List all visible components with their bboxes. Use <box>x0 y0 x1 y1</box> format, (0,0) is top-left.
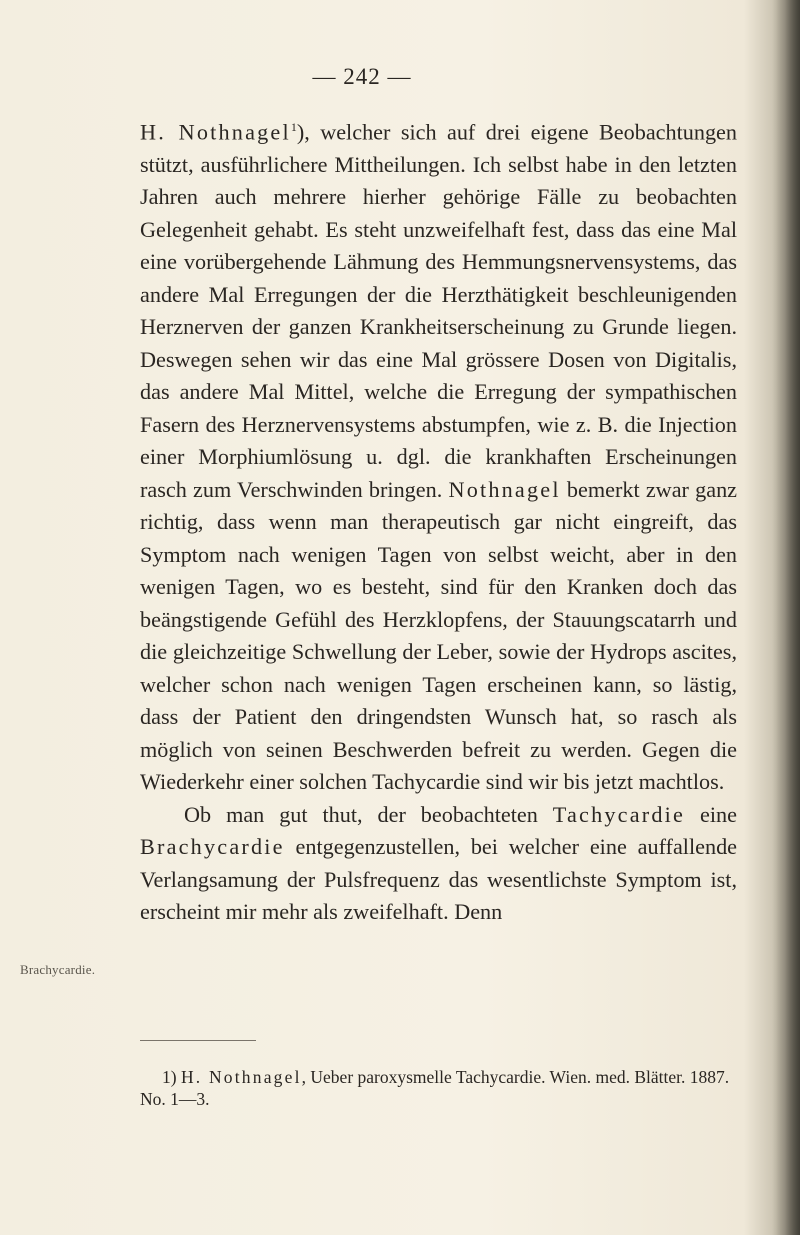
paragraph-2-middle: eine <box>700 801 737 827</box>
paragraph-1-text: ), welcher sich auf drei eigene Beobachtungen stützt, ausführlichere Mittheilungen. Ich selbst habe in den letzten Jahren auch mehrere hierher gehörige Fälle zu beobachten Gelegenheit gehabt. Es steht unzweifelhaft fest, dass das eine Mal eine vorübergehende Lähmung des Hemmungsnervensystems, das andere Mal Erregungen der die Herzthätigkeit beschleunigenden Herznerven der ganzen Krankheitserscheinung zu Grunde liegen. Deswegen sehen wir das eine Mal grössere Dosen von Digitalis, das andere Mal Mittel, welche die Erregung der sympathischen Fasern des Herznervensystems abstumpfen, wie z. B. die Injection einer Morphiumlösung u. dgl. die krankhaften Erscheinungen rasch zum Verschwinden bringen. <box>140 119 737 502</box>
paragraph-1 <box>140 111 737 799</box>
term-brachycardie: Brachycardie <box>140 834 285 860</box>
footnote-reference: 1 <box>290 120 297 134</box>
author-name-2: Nothnagel <box>448 476 561 502</box>
body-text <box>140 111 737 929</box>
footnote-number: 1) <box>162 1067 177 1087</box>
paragraph-2 <box>140 799 737 929</box>
author-name: H. Nothnagel <box>140 119 291 145</box>
page-edge-shadow <box>772 0 800 1235</box>
footnote-divider <box>140 1040 256 1041</box>
term-tachycardie: Tachycardie <box>552 801 686 827</box>
page-number: — 242 — <box>312 64 412 89</box>
paragraph-1-text-2: bemerkt zwar ganz richtig, dass wenn man therapeutisch gar nicht eingreift, das Symptom nach wenigen Tagen von selbst weicht, aber in den wenigen Tagen, wo es besteht, sind für den Kranken doch das beängstigende Gefühl des Herzklopfens, der Stauungscatarrh und die gleichzeitige Schwellung der Leber, sowie der Hydrops ascites, welcher schon nach wenigen Tagen erscheinen kann, so lästig, dass der Patient den dringendsten Wunsch hat, so rasch als möglich von seinen Beschwerden befreit zu werden. Gegen die Wiederkehr einer solchen Tachycardie sind wir bis jetzt machtlos. <box>140 476 738 795</box>
footnote-author: H. Nothnagel <box>180 1067 302 1087</box>
paragraph-2-end: entgegenzustellen, bei welcher eine auffallende Verlangsamung der Pulsfrequenz das wesentlichste Symptom ist, erscheint mir mehr als zweifelhaft. Denn <box>140 834 738 925</box>
footnote <box>140 1066 730 1110</box>
footnote-text: , Ueber paroxysmelle Tachycardie. Wien. med. Blätter. 1887. No. 1—3. <box>140 1067 730 1109</box>
paragraph-2-start: Ob man gut thut, der beobachteten <box>184 801 538 827</box>
margin-note: Brachycardie. <box>20 962 96 977</box>
